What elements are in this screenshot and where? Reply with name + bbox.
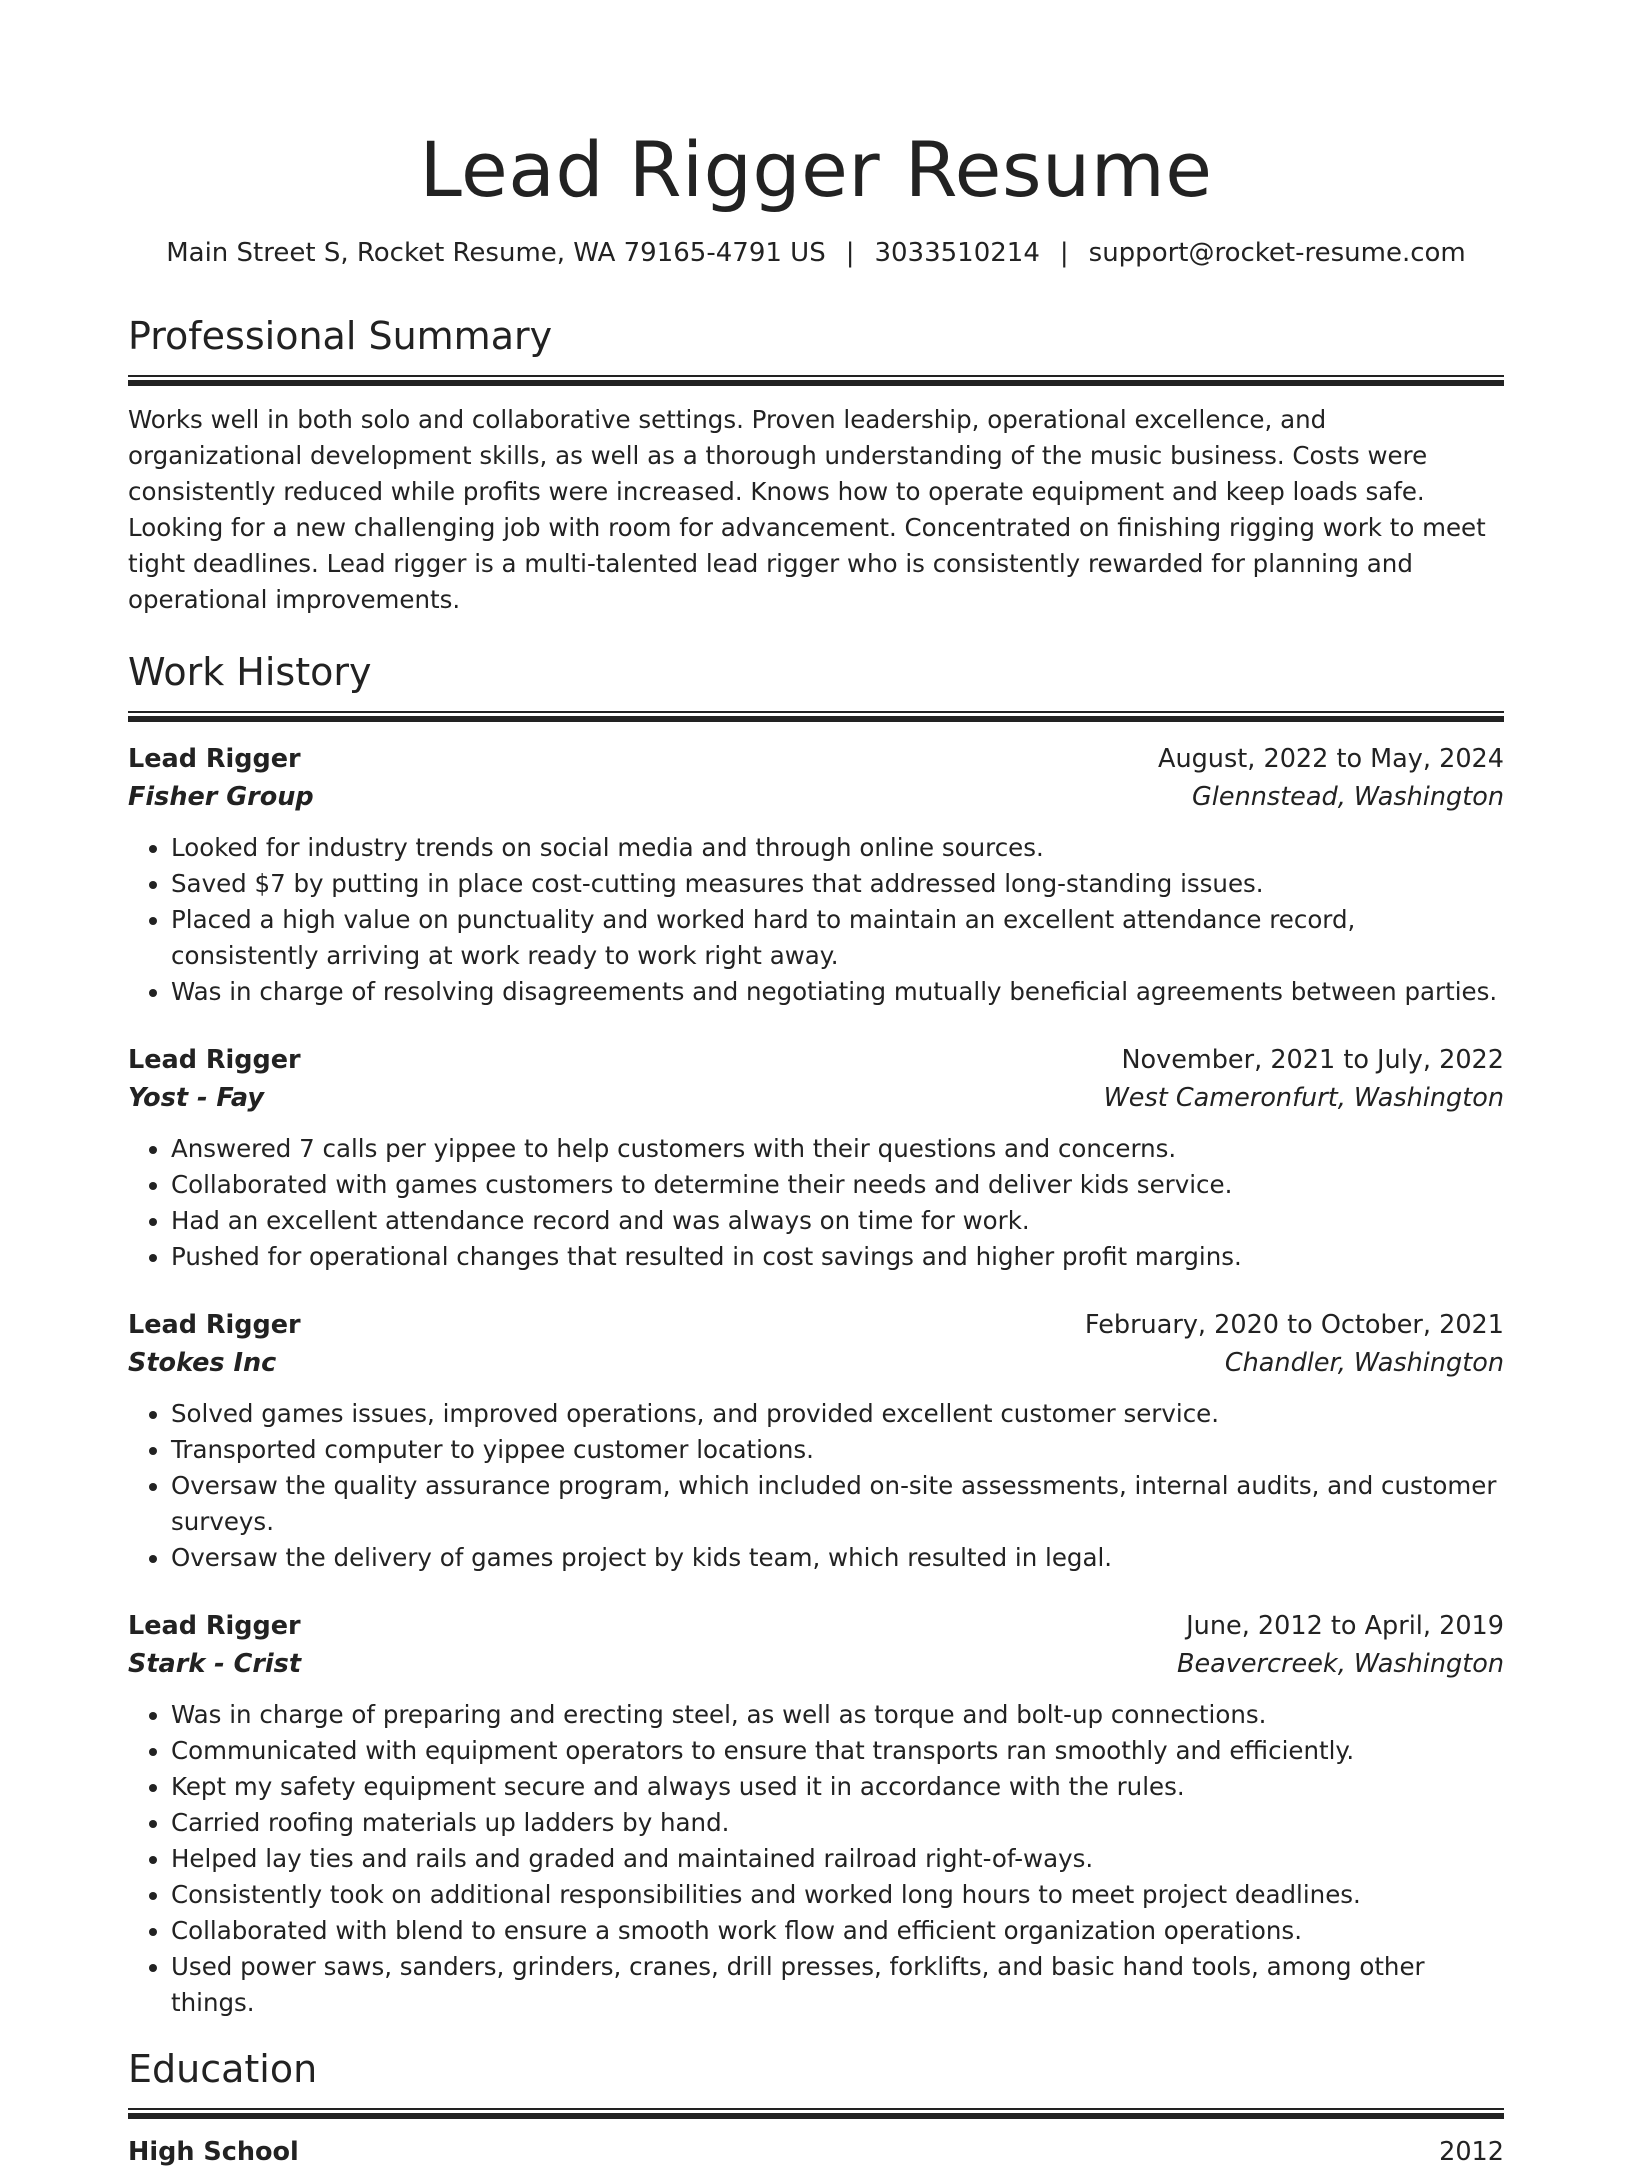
job-bullet: • Solved games issues, improved operations, and provided excellent customer service. (171, 1396, 1504, 1432)
education-section (128, 2045, 1504, 2171)
job-location: West Cameronfurt, Washington (1103, 1083, 1504, 1113)
job-location: Chandler, Washington (1224, 1348, 1504, 1378)
section-divider (128, 711, 1504, 722)
contact-address: Main Street S, Rocket Resume, WA 79165-4791 US (166, 238, 826, 268)
job-company-row (128, 1079, 1504, 1117)
job-bullet: • Consistently took on additional responsibilities and worked long hours to meet project deadlines. (171, 1877, 1504, 1913)
job-bullet: • Looked for industry trends on social media and through online sources. (171, 830, 1504, 866)
job-bullet: • Carried roofing materials up ladders by hand. (171, 1805, 1504, 1841)
job-bullets (128, 830, 1504, 1010)
job-bullet: • Oversaw the quality assurance program, which included on-site assessments, internal audits, and customer surveys. (171, 1468, 1504, 1540)
resume-page (128, 0, 1504, 2171)
job-entry (128, 1607, 1504, 2021)
professional-summary-section (128, 312, 1504, 618)
job-dates: August, 2022 to May, 2024 (1158, 744, 1504, 774)
job-bullets (128, 1131, 1504, 1275)
job-location: Beavercreek, Washington (1176, 1649, 1504, 1679)
job-bullet: • Transported computer to yippee customer locations. (171, 1432, 1504, 1468)
job-bullet: • Kept my safety equipment secure and always used it in accordance with the rules. (171, 1769, 1504, 1805)
job-bullet: • Had an excellent attendance record and was always on time for work. (171, 1203, 1504, 1239)
job-bullet: • Communicated with equipment operators to ensure that transports ran smoothly and efficiently. (171, 1733, 1504, 1769)
job-dates: November, 2021 to July, 2022 (1121, 1045, 1504, 1075)
job-bullet: • Collaborated with games customers to determine their needs and deliver kids service. (171, 1167, 1504, 1203)
job-company: Fisher Group (128, 782, 314, 812)
contact-email: support@rocket-resume.com (1088, 238, 1466, 268)
job-bullet: • Was in charge of resolving disagreements and negotiating mutually beneficial agreements between parties. (171, 974, 1504, 1010)
resume-title: Lead Rigger Resume (419, 125, 1213, 214)
job-entry (128, 740, 1504, 1010)
job-bullet: • Used power saws, sanders, grinders, cranes, drill presses, forklifts, and basic hand tools, among other things. (171, 1949, 1504, 2021)
section-heading: Education (128, 2047, 318, 2091)
job-entry (128, 1041, 1504, 1275)
job-bullet: • Pushed for operational changes that resulted in cost savings and higher profit margins. (171, 1239, 1504, 1275)
job-bullet: • Saved $7 by putting in place cost-cutting measures that addressed long-standing issues. (171, 866, 1504, 902)
section-divider (128, 2108, 1504, 2119)
education-degree: High School (128, 2137, 299, 2167)
job-company-row (128, 778, 1504, 816)
job-header-row (128, 740, 1504, 778)
work-history-section (128, 648, 1504, 2021)
job-entry (128, 1306, 1504, 1576)
job-header-row (128, 1041, 1504, 1079)
contact-separator: | (845, 238, 855, 268)
job-company: Stokes Inc (128, 1348, 277, 1378)
job-company: Stark - Crist (128, 1649, 302, 1679)
job-bullets (128, 1396, 1504, 1576)
job-company-row (128, 1344, 1504, 1382)
job-dates: June, 2012 to April, 2019 (1186, 1611, 1504, 1641)
education-row (128, 2133, 1504, 2171)
education-year: 2012 (1439, 2137, 1504, 2167)
contact-line (128, 236, 1504, 270)
job-bullet: • Placed a high value on punctuality and worked hard to maintain an excellent attendance record, consistently arriving at work ready to work right away. (171, 902, 1504, 974)
job-title: Lead Rigger (128, 1611, 301, 1641)
job-title: Lead Rigger (128, 744, 301, 774)
job-title: Lead Rigger (128, 1045, 301, 1075)
contact-phone: 3033510214 (874, 238, 1040, 268)
job-bullet: • Answered 7 calls per yippee to help customers with their questions and concerns. (171, 1131, 1504, 1167)
summary-text: Works well in both solo and collaborative settings. Proven leadership, operational excellence, and organizational development skills, as well as a thorough understanding of the music business. Costs were consistently reduced while profits were increased. Knows how to operate equipment and keep loads safe. Looking for a new challenging job with room for advancement. Concentrated on finishing rigging work to meet tight deadlines. Lead rigger is a multi-talented lead rigger who is consistently rewarded for planning and operational improvements. (128, 405, 1486, 614)
job-bullets (128, 1697, 1504, 2021)
job-header-row (128, 1306, 1504, 1344)
job-company: Yost - Fay (128, 1083, 264, 1113)
job-company-row (128, 1645, 1504, 1683)
job-header-row (128, 1607, 1504, 1645)
section-divider (128, 375, 1504, 386)
job-title: Lead Rigger (128, 1310, 301, 1340)
contact-separator: | (1059, 238, 1069, 268)
job-bullet: • Was in charge of preparing and erecting steel, as well as torque and bolt-up connections. (171, 1697, 1504, 1733)
section-heading: Work History (128, 650, 372, 694)
job-bullet: • Helped lay ties and rails and graded and maintained railroad right-of-ways. (171, 1841, 1504, 1877)
job-bullet: • Collaborated with blend to ensure a smooth work flow and efficient organization operations. (171, 1913, 1504, 1949)
job-location: Glennstead, Washington (1192, 782, 1504, 812)
section-heading: Professional Summary (128, 314, 553, 358)
job-dates: February, 2020 to October, 2021 (1084, 1310, 1504, 1340)
job-bullet: • Oversaw the delivery of games project by kids team, which resulted in legal. (171, 1540, 1504, 1576)
